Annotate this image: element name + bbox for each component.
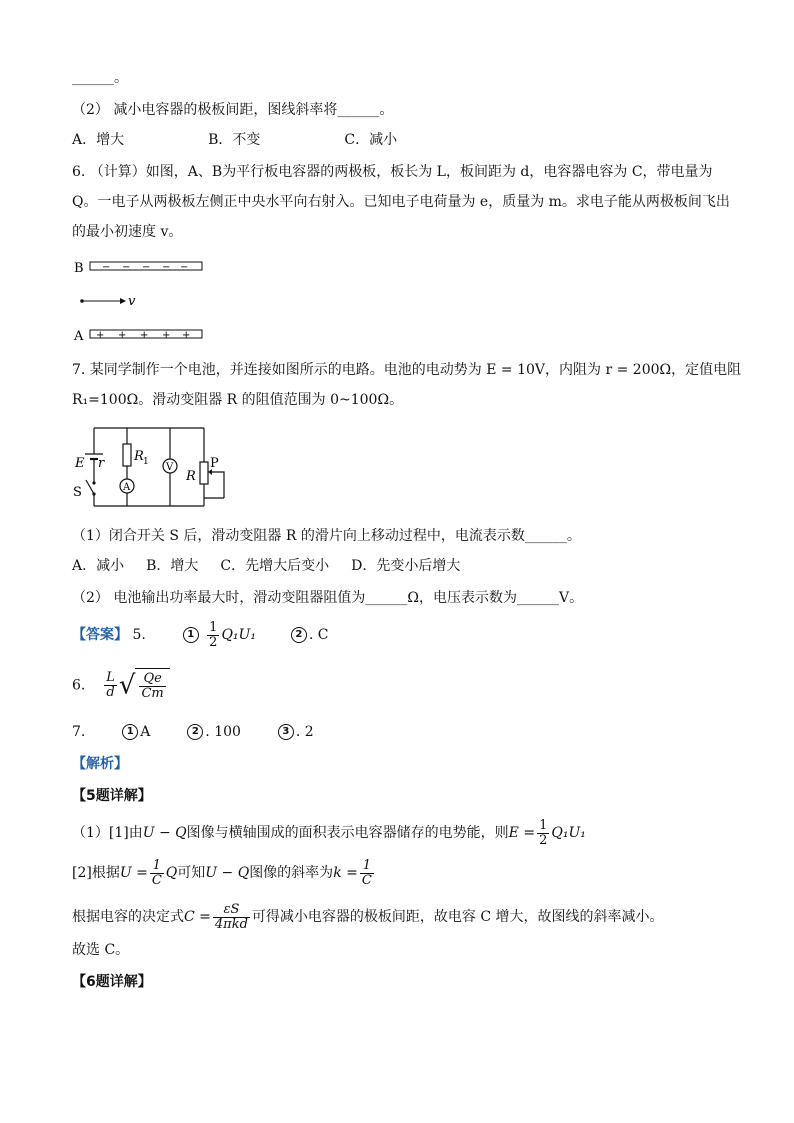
answer-row-5: [72, 620, 329, 650]
answer-row-7: [72, 722, 314, 742]
plate-b-label: B: [74, 261, 84, 276]
emf-label: E: [75, 456, 85, 471]
slider-label: P: [210, 456, 219, 471]
fraction-qe-over-cm: $\frac{Qe}{Cm}$: [141, 670, 164, 701]
answer-7-1: A: [140, 724, 151, 740]
plate-a-label: A: [74, 329, 84, 344]
answer-6-number: 6.: [72, 677, 86, 694]
q7-part2: （2） 电池输出功率最大时，滑动变阻器阻值为______Ω，电压表示数为______V。: [72, 590, 584, 606]
fraction-1-over-c: $\frac{1}{C}$: [361, 857, 372, 888]
rheostat: [200, 462, 208, 484]
option-a: A．增大: [72, 132, 125, 148]
slider-wire: [212, 472, 224, 498]
analysis-label: 【解析】: [72, 756, 128, 772]
q5-part2: （2） 减小电容器的极板间距，图线斜率将______。: [72, 102, 394, 118]
plus-sign: +: [162, 330, 171, 341]
top-blank-line: ______。: [72, 70, 128, 86]
answer-label: 【答案】: [72, 627, 128, 643]
circled-number-1: 1: [183, 627, 199, 643]
option-c: C．减小: [344, 132, 398, 148]
answer-5-number: 5.: [132, 627, 146, 643]
internal-resistance-label: r: [98, 456, 105, 471]
plus-sign: +: [118, 330, 127, 341]
q7-part1: （1）闭合开关 S 后，滑动变阻器 R 的滑片向上移动过程中，电流表示数______。: [72, 528, 581, 544]
velocity-label: v: [128, 294, 136, 309]
circled-number-3: 3: [278, 724, 294, 740]
option-b: B．不变: [208, 132, 261, 148]
minus-sign: −: [180, 262, 189, 273]
fraction-l-over-d: $\frac{L}{d}$: [106, 670, 115, 700]
sqrt-body: [135, 668, 169, 703]
fraction-half: $\frac{1}{2}$: [539, 817, 548, 848]
q5-part2-options: [72, 130, 397, 150]
option-d: D．先变小后增大: [351, 558, 461, 574]
detail-line-1: （1）[1]由U − Q图像与横轴围成的面积表示电容器储存的电势能，则E = $\frac{1}{2}$ Q₁U₁: [72, 817, 586, 848]
answer-7-2: . 100: [205, 724, 241, 740]
voltmeter-label: V: [166, 462, 174, 473]
answer-5-choice: . C: [308, 627, 329, 643]
q7-part1-options: [72, 556, 460, 576]
option-a: A．减小: [72, 558, 125, 574]
sqrt-icon: √: [118, 670, 136, 701]
q6-line-1: 6. （计算）如图，A、B为平行板电容器的两极板，板长为 L，板间距为 d，电容器电容为 C，带电量为: [72, 164, 713, 180]
answer-7-number: 7.: [72, 724, 86, 740]
ammeter-label: A: [123, 482, 131, 493]
r1-label: R: [134, 449, 144, 464]
q6-detail-heading: 【6题详解】: [72, 974, 152, 990]
q7-line-1: 7. 某同学制作一个电池，并连接如图所示的电路。电池的电动势为 E = 10V，内阻为 r = 200Ω，定值电阻: [72, 362, 742, 378]
switch-pivot: [92, 492, 95, 495]
q6-line-3: 的最小初速度 v。: [72, 224, 183, 240]
arrow-head: [120, 298, 126, 304]
option-b: B．增大: [146, 558, 199, 574]
q5-detail-heading: 【5题详解】: [72, 788, 152, 804]
q7-line-2: R₁=100Ω。滑动变阻器 R 的阻值范围为 0~100Ω。: [72, 392, 404, 408]
fraction-1-over-c: $\frac{1}{C}$: [151, 857, 162, 888]
detail-line-2: [2]根据U = $\frac{1}{C}$ Q可知U − Q图像的斜率为k = $\frac{1}{C}$: [72, 857, 372, 888]
answer-7-3: . 2: [295, 724, 314, 740]
q6-line-2: Q。一电子从两极板左侧正中央水平向右射入。已知电子电荷量为 e，质量为 m。求电子能从两极板间飞出: [72, 194, 730, 210]
circled-number-2: 2: [187, 724, 203, 740]
detail-line-3: 根据电容的决定式C = $\frac{\varepsilon S}{\text{4πkd}}$ 可得减小电容器的极板间距，故电容 C 增大，故图线的斜率减小。: [72, 901, 664, 932]
switch-contact: [92, 481, 95, 484]
option-c: C．先增大后变小: [220, 558, 330, 574]
r1-subscript: 1: [143, 457, 149, 467]
answer-5-expr: Q₁U₁: [221, 627, 256, 643]
resistor-r1: [123, 444, 131, 466]
capacitor-figure: [72, 256, 222, 346]
fraction-half: $\frac{1}{2}$: [209, 619, 218, 650]
plus-sign: +: [96, 330, 105, 341]
plus-sign: +: [140, 330, 149, 341]
circled-number-1: 1: [122, 724, 138, 740]
minus-sign: −: [142, 262, 151, 273]
plus-sign: +: [182, 330, 191, 341]
circled-number-2: 2: [291, 627, 307, 643]
minus-sign: −: [162, 262, 171, 273]
rheostat-label: R: [186, 469, 196, 484]
switch-label: S: [73, 485, 82, 500]
detail-conclusion: 故选 C。: [72, 942, 130, 958]
fraction-capacitance: $\frac{\varepsilon S}{\text{4πkd}}$: [214, 901, 248, 932]
answer-row-6: [72, 668, 170, 703]
minus-sign: −: [102, 262, 111, 273]
circuit-diagram: [72, 422, 242, 514]
minus-sign: −: [122, 262, 131, 273]
